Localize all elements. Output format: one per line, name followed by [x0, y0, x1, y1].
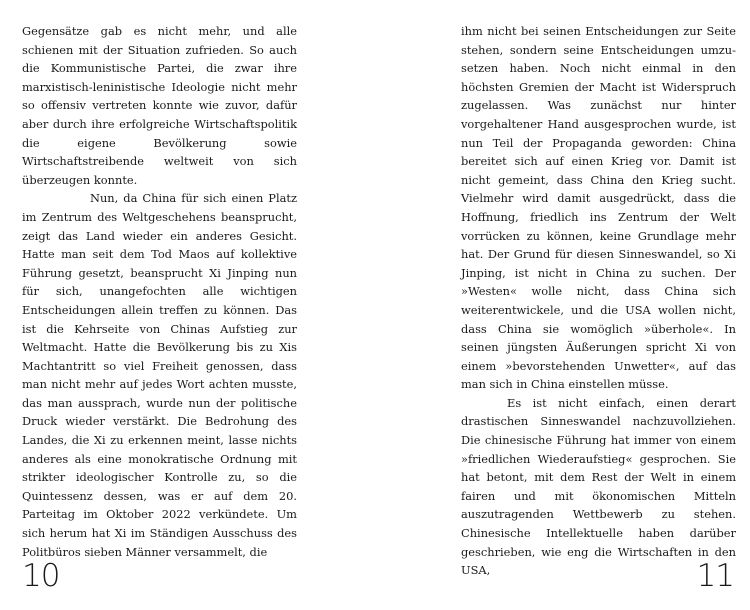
- paragraph: ihm nicht bei seinen Entscheidungen zur Seite stehen, sondern seine Entscheidungen umzusetzen haben. Noch nicht einmal in den höchsten Gremien der Macht ist Widerspruch zugelassen. Was zunächst nur hinter vorgehaltener Hand ausgesprochen wurde, ist nun Teil der Propaganda geworden: China bereitet sich auf einen Krieg vor. Damit ist nicht gemeint, dass China den Krieg sucht. Vielmehr wird damit ausgedrückt, dass die Hoffnung, friedlich ins Zentrum der Welt vorrücken zu können, keine Grundlage mehr hat. Der Grund für diesen Sinneswandel, so Xi Jinping, ist nicht in China zu suchen. Der »Westen« wolle nicht, dass China sich weiterentwickele, und die USA wollen nicht, dass China sie womöglich »überhole«. In seinen jüngsten Äußerungen spricht Xi von einem »bevorstehenden Unwetter«, auf das man sich in China einstellen müsse.: [461, 24, 736, 392]
- left-page-text: [22, 22, 297, 561]
- paragraph: Es ist nicht einfach, einen derart drastischen Sinneswandel nachzuvollziehen. Die chinesische Führung hat immer von einem »friedlichen Wiederaufstieg« gesprochen. Sie hat betont, mit dem Rest der Welt in einem fairen und mit ökonomischen Mitteln auszutragenden Wettbewerb zu stehen. Chinesische Intellektuelle haben darüber geschrieben, wie eng die Wirtschaften in den USA,: [461, 395, 736, 578]
- paragraph: Nun, da China für sich einen Platz im Zentrum des Weltgeschehens beansprucht, zeigt das Land wieder ein anderes Gesicht. Hatte man seit dem Tod Maos auf kollektive Führung gesetzt, beansprucht Xi Jinping nun für sich, unangefochten alle wichtigen Entscheidungen allein treffen zu können. Das ist die Kehrseite von Chinas Aufstieg zur Weltmacht. Hatte die Bevölkerung bis zu Xis Machtantritt so viel Freiheit genossen, dass man nicht mehr auf jedes Wort achten musste, das man aussprach, wurde nun der politische Druck wieder verstärkt. Die Bedrohung des Landes, die Xi zu erkennen meint, lasse nichts anderes als eine monokratische Ordnung mit strikter ideologischer Kontrolle zu, so die Quintessenz dessen, was er auf dem 20. Parteitag im Oktober 2022 verkündete. Um sich herum hat Xi im Ständigen Ausschuss des Politbüros sieben Männer versammelt, die: [22, 191, 297, 559]
- page-number: 10: [22, 558, 60, 594]
- right-page-text: [461, 22, 736, 580]
- page-number: 11: [696, 558, 734, 594]
- right-page: [375, 0, 750, 610]
- paragraph: Gegensätze gab es nicht mehr, und alle schienen mit der Situation zufrieden. So auch die Kommunistische Partei, die zwar ihre marxistisch-leninistische Ideologie nicht mehr so offensiv vertreten konnte wie zuvor, dafür aber durch ihre erfolgreiche Wirtschaftspolitik die eigene Bevölkerung sowie Wirtschaftstreibende weltweit von sich überzeugen konnte.: [22, 24, 297, 187]
